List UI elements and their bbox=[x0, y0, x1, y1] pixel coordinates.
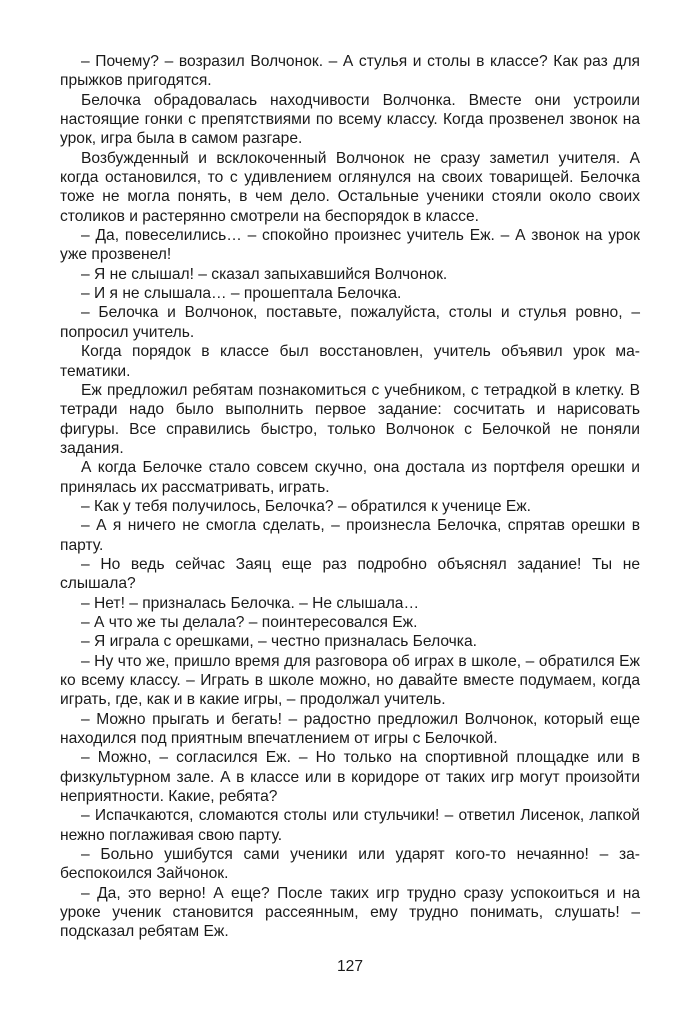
body-text bbox=[60, 52, 640, 942]
paragraph: – А я ничего не смогла сделать, – произнесла Белочка, спрятав орешки в парту. bbox=[60, 517, 640, 554]
paragraph: Белочка обрадовалась находчивости Волчонка. Вместе они устроили настоящие гонки с препятствиями по всему классу. Когда прозвенел звонок на урок, игра была в самом разгаре. bbox=[60, 91, 640, 148]
page-number: 127 bbox=[336, 958, 364, 975]
paragraph: – Нет! – призналась Белочка. – Не слышала… bbox=[81, 594, 420, 612]
paragraph: – Белочка и Волчонок, поставьте, пожалуйста, столы и стулья ровно, – попросил учитель. bbox=[60, 304, 640, 341]
paragraph: – А что же ты делала? – поинтересовался Еж. bbox=[81, 613, 418, 631]
paragraph: – И я не слышала… – прошептала Белочка. bbox=[81, 285, 402, 303]
paragraph: – Но ведь сейчас Заяц еще раз подробно объяснял задание! Ты не слышала? bbox=[60, 555, 640, 593]
paragraph: Когда порядок в классе был восстановлен, учитель объявил урок математики. bbox=[60, 343, 640, 380]
paragraph: Еж предложил ребятам познакомиться с учебником, с тетрадкой в клетку. В тетради надо было выполнить первое задание: сосчитать и нарисовать фигуры. Все справились быстро, только Волчонок с Белочкой не поняли задания. bbox=[60, 381, 640, 457]
paragraph: Возбужденный и всклокоченный Волчонок не сразу заметил учителя. А когда остановился, то с удивлением оглянулся на своих товарищей. Белочка тоже не могла понять, в чем дело. Остальные ученики стояли около своих столиков и растерянно смотрели на беспорядок в классе. bbox=[60, 149, 640, 225]
paragraph: А когда Белочке стало совсем скучно, она достала из портфеля орешки и принялась их рассматривать, играть. bbox=[60, 459, 640, 496]
paragraph: – Да, повеселились… – спокойно произнес учитель Еж. – А звонок на урок уже прозвенел! bbox=[60, 227, 640, 264]
paragraph: – Можно прыгать и бегать! – радостно предложил Волчонок, который еще находился под приятным впечатлением от игры с Белочкой. bbox=[60, 710, 640, 748]
paragraph: – Почему? – возразил Волчонок. – А стулья и столы в классе? Как раз для прыжков пригодятся. bbox=[60, 53, 640, 90]
paragraph: – Испачкаются, сломаются столы или стульчики! – ответил Лисенок, лапкой нежно поглаживая свою парту. bbox=[60, 807, 640, 844]
paragraph: – Я играла с орешками, – честно призналась Белочка. bbox=[81, 633, 477, 651]
paragraph: – Я не слышал! – сказал запыхавшийся Волчонок. bbox=[81, 265, 448, 283]
paragraph: – Как у тебя получилось, Белочка? – обратился к ученице Еж. bbox=[81, 497, 532, 515]
paragraph: – Да, это верно! А еще? После таких игр трудно сразу успокоиться и на уроке ученик становится рассеянным, ему трудно понимать, слушать! – подсказал ребятам Еж. bbox=[60, 884, 640, 941]
paragraph: – Больно ушибутся сами ученики или ударят кого-то нечаянно! – забеспокоился Зайчонок. bbox=[60, 846, 640, 883]
paragraph: – Ну что же, пришло время для разговора об играх в школе, – обратился Еж ко всему классу. – Играть в школе можно, но давайте вместе подумаем, когда играть, где, как и в какие игры, – продолжал учитель. bbox=[60, 652, 640, 709]
paragraph: – Можно, – согласился Еж. – Но только на спортивной площадке или в физкультурном зале. А в классе или в коридоре от таких игр могут произойти неприятности. Какие, ребята? bbox=[60, 749, 640, 806]
